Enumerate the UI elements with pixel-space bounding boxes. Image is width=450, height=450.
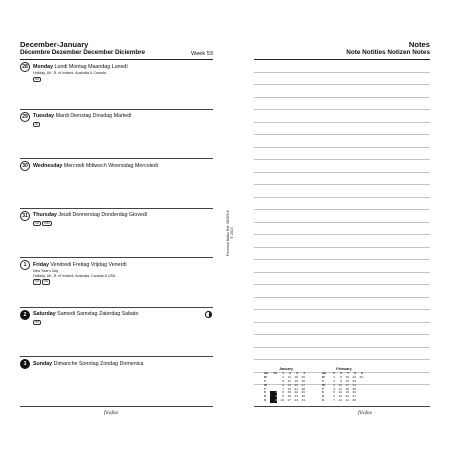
day-names [33,212,147,218]
day-translations: Mardi Dienstag Dinsdag Martedì [55,113,132,120]
calendar-cell: 2 [333,378,335,383]
calendar-cell: 10 [338,382,342,387]
day-translations: Samedi Samstag Zaterdag Sabato [57,311,139,318]
day-number-circle: 28 [20,62,30,72]
ruled-line [254,309,430,310]
calendar-cell: 8 [282,390,284,395]
calendar-cell: 14 [287,386,291,391]
calendar-cell: 13 [287,382,291,387]
calendar-cell: 8 [354,371,356,375]
calendar-cell: wk [322,371,327,375]
ruled-line [254,184,430,185]
notes-header-divider [254,59,430,60]
calendar-cell: 29 [359,374,363,379]
calendar-cell: 18 [345,386,349,391]
day-name: Thursday [33,212,57,219]
calendar-cell: 5 [333,371,335,375]
day-translations: Jeudi Donnerstag Donderdag Giovedì [58,212,148,219]
calendar-cell: 8 [340,374,342,379]
calendar-cell: T [322,386,324,391]
day-translations: Vendredi Freitag Vrijdag Venerdì [50,261,127,268]
holiday-note: New Year's Day Holiday, UK, R. of Ireland, Australia, Canada & USA [33,269,116,278]
day-names [33,163,158,169]
country-tag: IE [33,122,40,128]
calendar-cell: 16 [345,378,349,383]
calendar-cell: M [264,374,267,379]
country-tag: NZ [33,320,41,326]
calendar-cell: 24 [352,382,356,387]
calendar-cell: 4 [333,386,335,391]
calendar-cell: 7 [282,386,284,391]
calendar-cell: 24 [294,398,298,403]
calendar-cell: W [322,382,325,387]
calendar-cell: 10 [280,398,284,403]
calendar-cell: F [322,390,324,395]
calendar-cell: 11 [338,386,342,391]
country-tag: NZ [33,77,41,83]
country-tag: UK [33,221,41,227]
day-number-circle: 30 [20,161,30,171]
calendar-cell: 6 [340,371,342,375]
ruled-line [254,334,430,335]
calendar-cell: T [264,386,266,391]
footer-divider [20,406,213,407]
ruled-line [254,84,430,85]
calendar-cell: 27 [352,394,356,399]
day-name: Saturday [33,311,56,318]
day-number-circle: 29 [20,112,30,122]
ruled-line [254,259,430,260]
day-divider [20,257,213,258]
country-tag: NZ [33,279,41,285]
day-translations: Mercredi Mittwoch Woensdag Mercoledì [63,162,159,169]
calendar-cell: S [322,394,325,399]
day-entry[interactable] [20,257,213,306]
spine-copyright: © 2015 [230,227,234,239]
month-title: December-January [20,40,89,49]
ruled-line [254,297,430,298]
moon-phase-icon [205,311,212,318]
calendar-cell: 1 [333,374,335,379]
calendar-cell: 23 [352,378,356,383]
calendar-cell: 26 [301,378,305,383]
brand-logo: filofax [104,410,119,416]
day-divider [20,307,213,308]
day-names [33,311,138,317]
calendar-cell: F [264,390,266,395]
day-entry[interactable] [20,307,213,356]
day-names [33,113,132,119]
calendar-cell: 27 [301,382,305,387]
brand-logo-right: filofax [358,410,373,416]
calendar-cell: 21 [294,386,298,391]
calendar-cell: M [322,374,325,379]
calendar-cell: S [264,398,267,403]
holiday-note: Holiday, UK, R. of Ireland, Australia & Canada [33,71,107,75]
calendar-cell: 16 [287,394,291,399]
ruled-line [254,322,430,323]
day-entry[interactable] [20,109,213,158]
country-tags [33,279,51,284]
mini-calendar [322,367,366,403]
calendar-row [322,399,366,403]
calendar-cell: 19 [345,390,349,395]
ruled-line [254,209,430,210]
calendar-cell: 21 [345,398,349,403]
day-name: Tuesday [33,113,55,120]
calendar-cell: 5 [282,378,284,383]
ruled-line [254,147,430,148]
ruled-line [254,247,430,248]
day-entry[interactable] [20,158,213,207]
notes-page [254,40,430,416]
calendar-cell: 3 [270,399,277,403]
day-names [33,64,128,70]
calendar-cell: 6 [333,394,335,399]
calendar-cell: 7 [347,371,349,375]
calendar-cell: 26 [352,390,356,395]
calendar-cell: 25 [301,374,305,379]
ruled-line [254,272,430,273]
day-name: Sunday [33,360,53,367]
mini-calendar [264,367,308,403]
day-translations: Lundi Montag Maandag Lunedì [54,63,128,70]
day-entry[interactable] [20,356,213,405]
calendar-cell: 4 [282,374,284,379]
calendar-cell: 15 [345,374,349,379]
calendar-cell: 7 [333,398,335,403]
calendar-cell: 2 [270,395,277,399]
calendar-cell: 1 [270,391,277,395]
ruled-line [254,159,430,160]
calendar-cell: 17 [345,382,349,387]
country-tag: FRA [42,221,52,227]
day-entry[interactable] [20,59,213,108]
notes-footer-divider [254,406,430,407]
calendar-row [264,399,308,403]
ruled-line [254,172,430,173]
day-entry[interactable] [20,208,213,257]
day-divider [20,158,213,159]
day-names [33,361,143,367]
calendar-cell: 6 [282,382,284,387]
week-number: Week 53 [191,51,213,57]
calendar-cell: 31 [301,398,305,403]
ruled-line [254,359,430,360]
country-tag: DE [42,279,50,285]
notes-subtitle-translations: Note Notities Notizen Notes [346,49,430,56]
calendar-cell: S [264,394,267,399]
diary-week-page [20,40,213,416]
calendar-cell: 12 [287,378,291,383]
calendar-cell: 22 [352,374,356,379]
day-name: Friday [33,261,49,268]
day-number-circle: 2 [20,310,30,320]
calendar-cell: 9 [361,371,363,375]
calendar-cell: 2 [289,371,291,375]
calendar-month: January [279,367,293,371]
calendar-cell: 22 [294,390,298,395]
calendar-cell: 15 [287,390,291,395]
day-names [33,262,127,268]
ruled-line [254,109,430,110]
calendar-cell: 20 [294,382,298,387]
calendar-cell: 28 [301,386,305,391]
country-tags [33,320,42,325]
day-divider [20,109,213,110]
ruled-line [254,122,430,123]
day-number-circle: 31 [20,211,30,221]
day-divider [20,356,213,357]
spine-imprint-text [226,201,234,265]
ruled-line [254,222,430,223]
day-number-circle: 3 [20,359,30,369]
calendar-cell: 53 [273,371,277,375]
spine-ref: Personal filofax Ref. 6840916 [226,210,230,256]
calendar-cell: 19 [294,378,298,383]
calendar-cell: W [264,382,267,387]
calendar-cell: 23 [294,394,298,399]
calendar-cell: 1 [282,371,284,375]
calendar-month: February [336,367,352,371]
ruled-line [254,347,430,348]
month-subtitle-translations: Décembre Dezember December Diciembre [20,49,145,56]
day-name: Monday [33,63,54,70]
spine-imprint [225,205,235,265]
country-tags [33,77,42,82]
country-tags [33,221,53,226]
calendar-cell [356,399,363,403]
ruled-line [254,134,430,135]
calendar-cell: 28 [352,398,356,403]
calendar-cell: 29 [301,390,305,395]
calendar-cell: 5 [333,390,335,395]
ruled-line [254,234,430,235]
calendar-cell: 9 [282,394,284,399]
calendar-cell: 30 [301,394,305,399]
calendar-cell: 14 [338,398,342,403]
calendar-cell: 13 [338,394,342,399]
day-name: Wednesday [33,162,63,169]
calendar-cell: wk [264,371,269,375]
ruled-line [254,97,430,98]
ruled-line [254,197,430,198]
calendar-cell: 4 [303,371,305,375]
calendar-cell: 20 [345,394,349,399]
calendar-cell: S [322,398,325,403]
calendar-cell: 17 [287,398,291,403]
calendar-cell: T [322,378,324,383]
calendar-cell: 12 [338,390,342,395]
calendar-cell: T [264,378,266,383]
calendar-cell: 9 [340,378,342,383]
calendar-cell: 18 [294,374,298,379]
calendar-cell: 25 [352,386,356,391]
calendar-cell: 3 [296,371,298,375]
notes-title: Notes [408,40,430,49]
day-number-circle: 1 [20,260,30,270]
calendar-cell: 3 [333,382,335,387]
country-tags [33,122,41,127]
calendar-cell: 11 [287,374,291,379]
ruled-line [254,72,430,73]
ruled-line [254,284,430,285]
day-translations: Dimanche Sonntag Zondag Domenica [53,360,144,367]
day-divider [20,208,213,209]
